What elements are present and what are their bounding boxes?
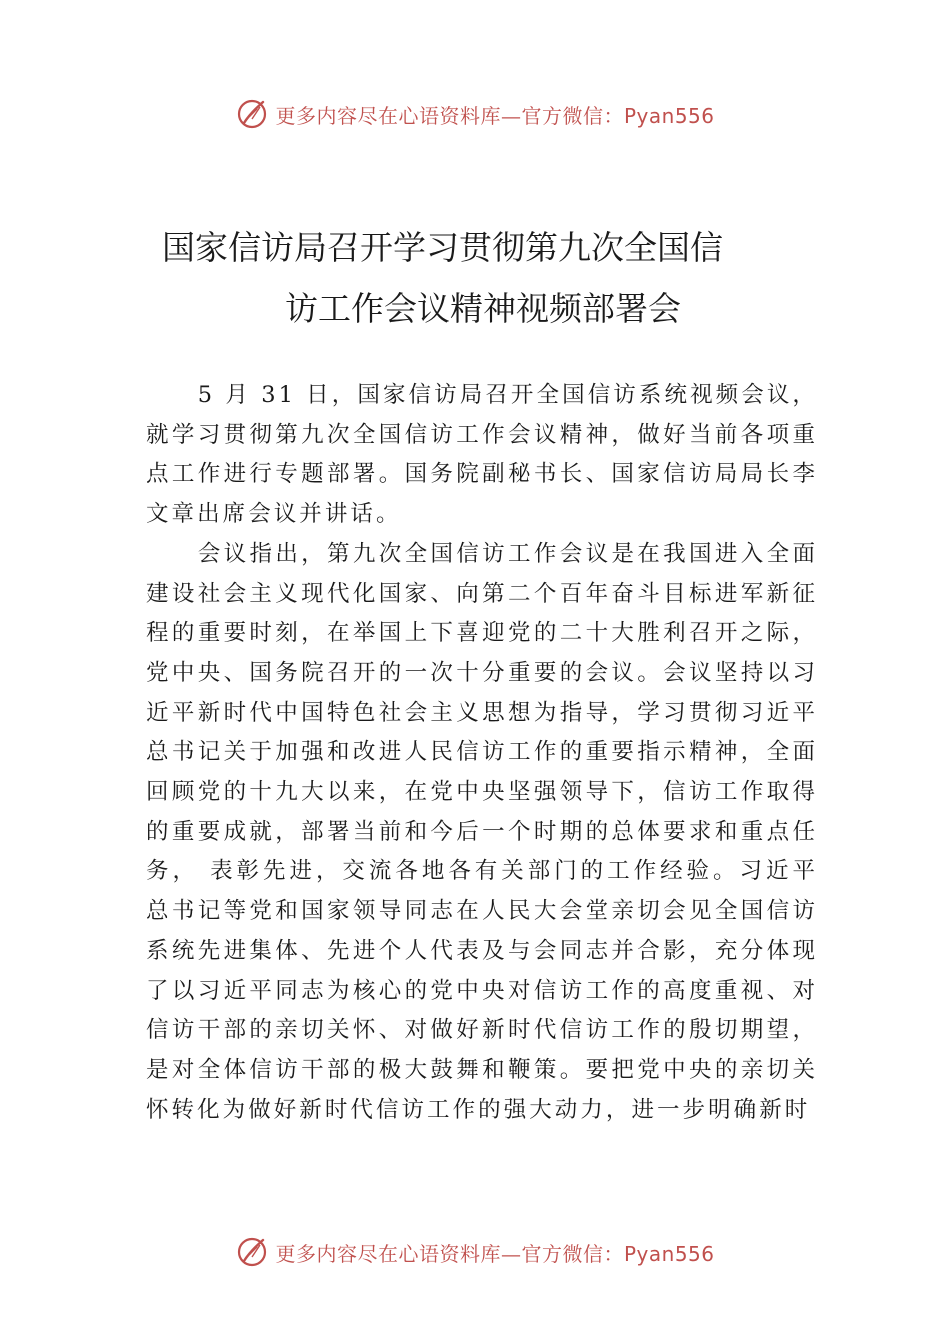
header-watermark [0,94,950,134]
document-body [146,376,818,1130]
watermark-text: 更多内容尽在心语资料库—官方微信：Pyan556 [275,103,715,128]
quill-logo-icon [235,97,269,131]
footer-watermark [0,1232,950,1272]
document-title-line-2: 访工作会议精神视频部署会 [285,289,681,328]
quill-logo-icon [235,1235,269,1269]
watermark-text: 更多内容尽在心语资料库—官方微信：Pyan556 [275,1241,715,1266]
wechat-id: Pyan556 [623,103,715,128]
paragraph: 会议指出，第九次全国信访工作会议是在我国进入全面建设社会主义现代化国家、向第二个百年奋斗目标进军新征程的重要时刻，在举国上下喜迎党的二十大胜利召开之际， 党中央、国务院召开的一次十分重要的会议。会议坚持以习近平新时代中国特色社会主义思想为指导，学习贯彻习近平总书记关于加强和改进人民信访工作的重要指示精神，全面回顾党的十九大以来，在党中央坚强领导下，信访工作取得的重要成就，部署当前和今后一个时期的总体要求和重点任务， 表彰先进，交流各地各有关部门的工作经验。习近平总书记等党和国家领导同志在人民大会堂亲切会见全国信访系统先进集体、先进个人代表及与会同志并合影，充分体现了以习近平同志为核心的党中央对信访工作的高度重视、对信访干部的亲切关怀、对做好新时代信访工作的殷切期望， 是对全体信访干部的极大鼓舞和鞭策。要把党中央的亲切关怀转化为做好新时代信访工作的强大动力，进一步明确新时 [146,540,818,1123]
wechat-id: Pyan556 [623,1241,715,1266]
document-title-line-1: 国家信访局召开学习贯彻第九次全国信 [162,228,723,267]
paragraph: 5 月 31 日，国家信访局召开全国信访系统视频会议，就学习贯彻第九次全国信访工作会议精神，做好当前各项重点工作进行专题部署。国务院副秘书长、国家信访局局长李文章出席会议并讲话。 [146,382,818,528]
